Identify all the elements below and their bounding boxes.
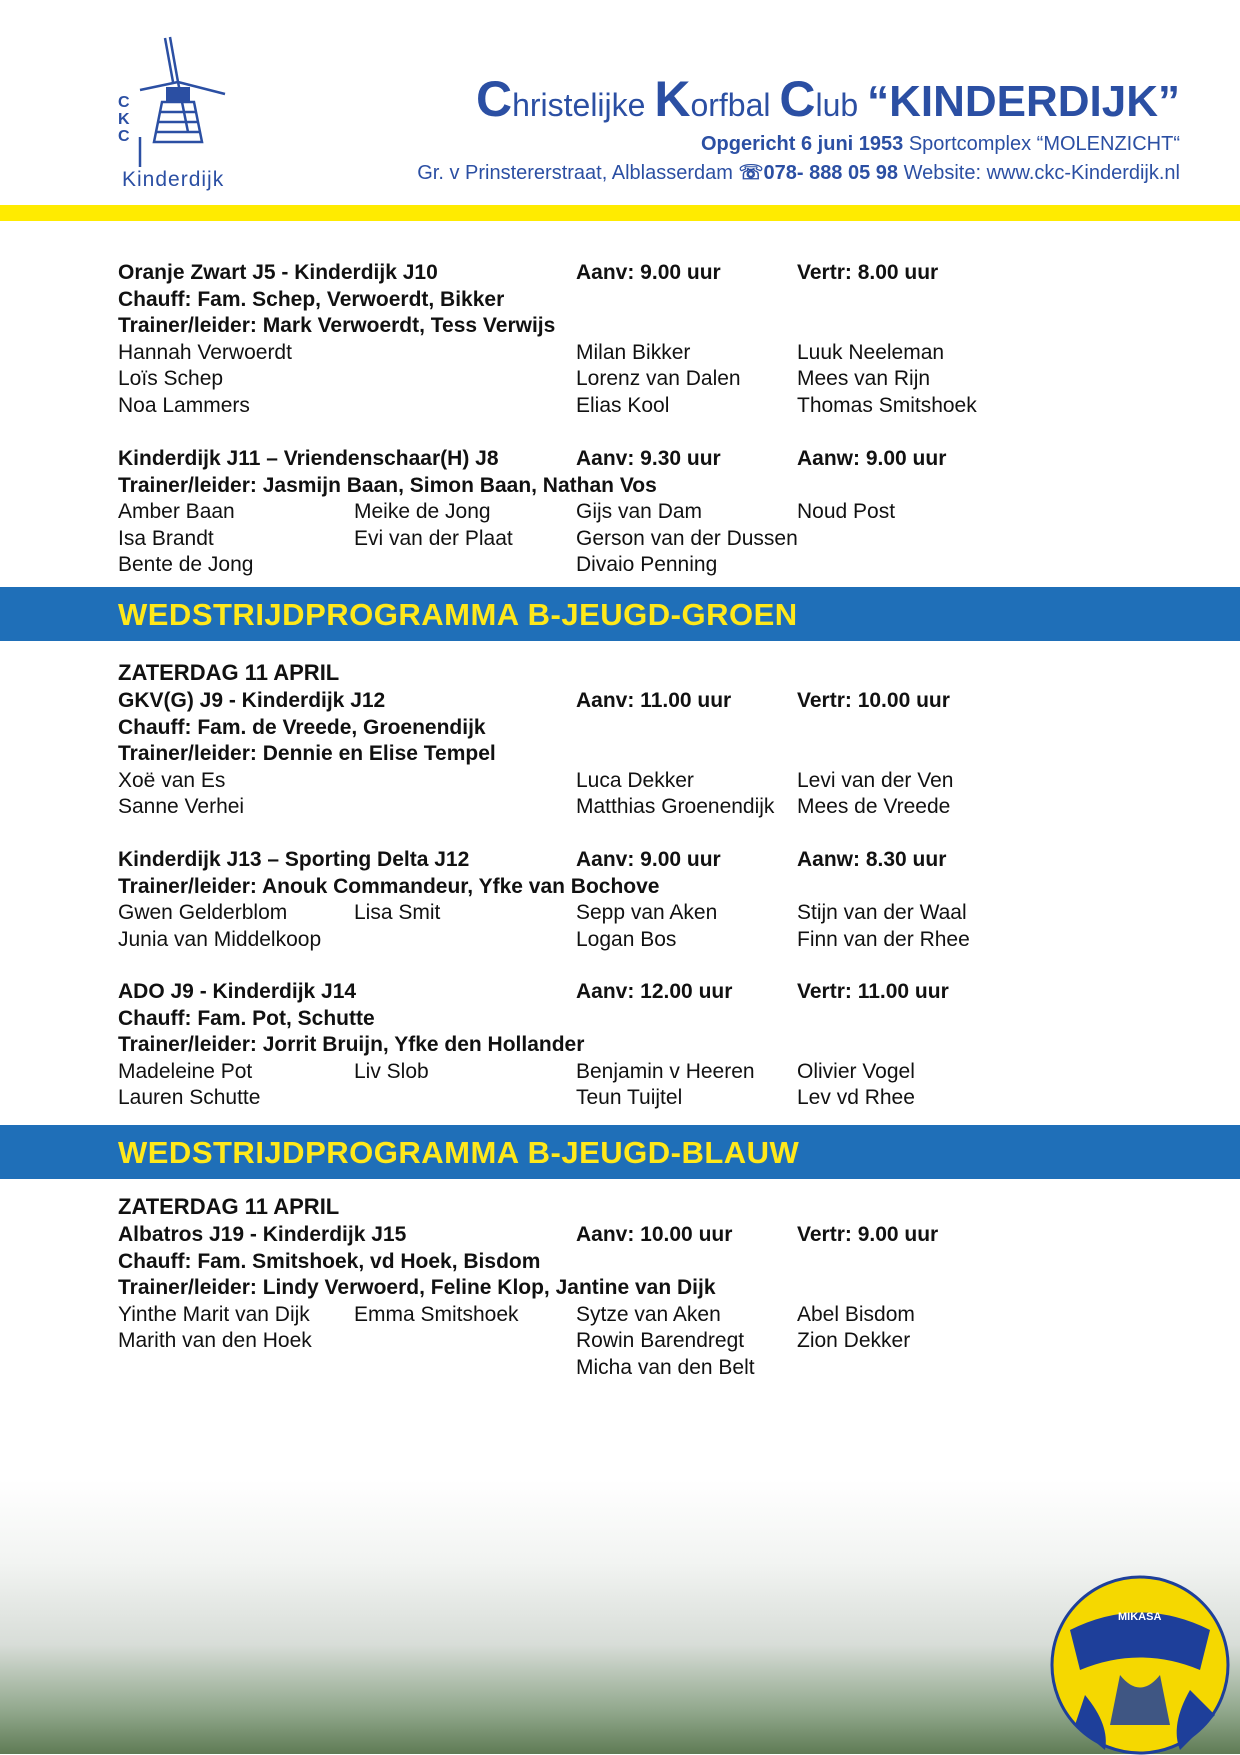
logo-text: Kinderdijk: [122, 168, 225, 191]
header-divider: [0, 205, 1240, 221]
match-block: Albatros J19 - Kinderdijk J15 Aanv: 10.00 uur Vertr: 9.00 uur Chauff: Fam. Smitshoek, vd Hoek, Bisdom Trainer/leider: Lindy Verwoerd, Feline Klop, Jantine van Dijk Yinthe Marit van Dijk Emma Smitshoek Sytze van Aken Abel Bisdom Marith van den Hoek Rowin Barendregt Zion Dekker Micha van den Belt: [118, 1223, 939, 1379]
match-day: ZATERDAG 11 APRIL: [118, 660, 340, 685]
match-block: Oranje Zwart J5 - Kinderdijk J10 Aanv: 9.00 uur Vertr: 8.00 uur Chauff: Fam. Schep, Verwoerdt, Bikker Trainer/leider: Mark Verwoerdt, Tess Verwijs Hannah Verwoerdt Milan Bikker Luuk Neeleman Loïs Schep Lorenz van Dalen Mees van Rijn Noa Lammers Elias Kool Thomas Smitshoek: [118, 261, 977, 417]
korfball-icon: [1050, 1575, 1230, 1755]
section-banner-groen: WEDSTRIJDPROGRAMMA B-JEUGD-GROEN: [0, 587, 1240, 641]
founded-line: Opgericht 6 juni 1953 Sportcomplex “MOLENZICHT“: [700, 133, 1180, 155]
match-block: Kinderdijk J11 – Vriendenschaar(H) J8 Aanv: 9.30 uur Aanw: 9.00 uur Trainer/leider: Jasmijn Baan, Simon Baan, Nathan Vos Amber Baan Meike de Jong Gijs van Dam Noud Post Isa Brandt Evi van der Plaat Gerson van der Dussen Bente de Jong Divaio Penning: [118, 447, 947, 576]
match-block: ADO J9 - Kinderdijk J14 Aanv: 12.00 uur Vertr: 11.00 uur Chauff: Fam. Pot, Schutte Trainer/leider: Jorrit Bruijn, Yfke den Hollander Madeleine Pot Liv Slob Benjamin v Heeren Olivier Vogel Lauren Schutte Teun Tuijtel Lev vd Rhee: [118, 980, 949, 1109]
svg-text:K: K: [118, 111, 130, 128]
svg-text:C: C: [118, 128, 130, 145]
address-line: Gr. v Prinstererstraat, Alblasserdam ☏078- 888 05 98 Website: www.ckc-Kinderdijk.nl: [417, 162, 1180, 184]
svg-text:C: C: [118, 94, 130, 111]
club-title: Christelijke Korfbal Club “KINDERDIJK”: [475, 71, 1180, 127]
svg-text:MIKASA: MIKASA: [1118, 1611, 1162, 1623]
match-block: GKV(G) J9 - Kinderdijk J12 Aanv: 11.00 uur Vertr: 10.00 uur Chauff: Fam. de Vreede, Groenendijk Trainer/leider: Dennie en Elise Tempel Xoë van Es Luca Dekker Levi van der Ven Sanne Verhei Matthias Groenendijk Mees de Vreede: [118, 689, 954, 818]
match-day: ZATERDAG 11 APRIL: [118, 1194, 340, 1219]
match-block: Kinderdijk J13 – Sporting Delta J12 Aanv: 9.00 uur Aanw: 8.30 uur Trainer/leider: Anouk Commandeur, Yfke van Bochove Gwen Gelderblom Lisa Smit Sepp van Aken Stijn van der Waal Junia van Middelkoop Logan Bos Finn van der Rhee: [118, 848, 970, 951]
section-banner-blauw: WEDSTRIJDPROGRAMMA B-JEUGD-BLAUW: [0, 1125, 1240, 1179]
